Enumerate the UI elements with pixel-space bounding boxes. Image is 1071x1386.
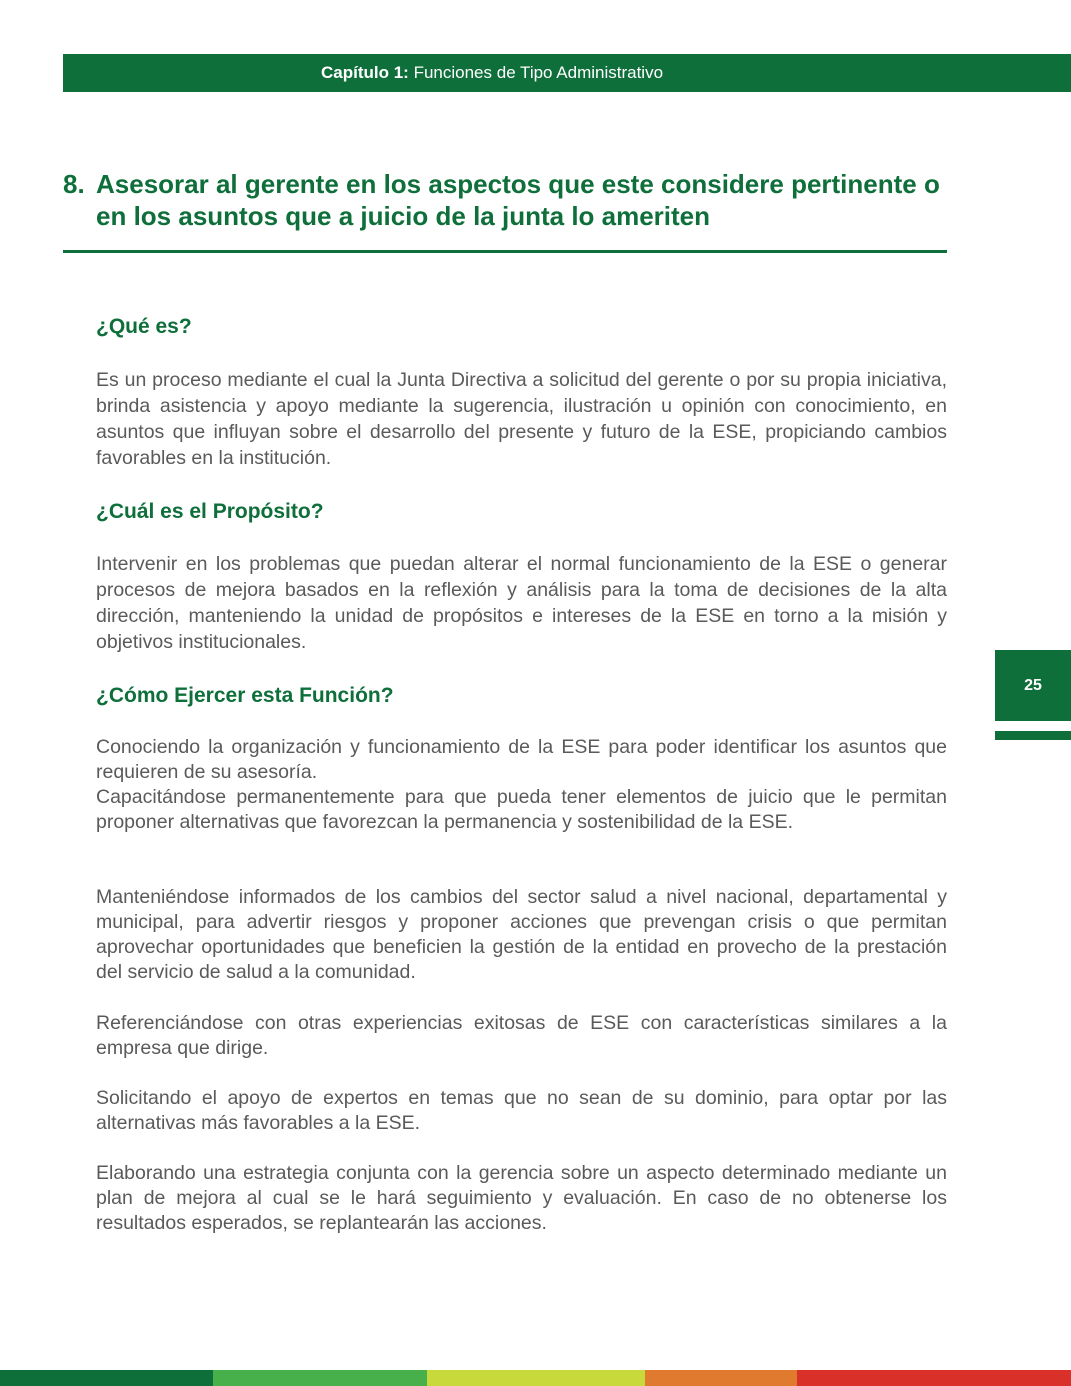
footer-segment-dark-green (0, 1370, 213, 1386)
section-title-text: Asesorar al gerente en los aspectos que este considere pertinente o en los asuntos que a juicio de la junta lo ameriten (96, 169, 940, 231)
heading-que-es: ¿Qué es? (96, 315, 192, 338)
paragraph-proposito: Intervenir en los problemas que puedan alterar el normal funcionamiento de la ESE o generar procesos de mejora basados en la reflexión y análisis para la toma de decisiones de la alta dirección, manteniendo la unidad de propósitos e intereses de la ESE en torno a la misión y objetivos institucionales. (96, 553, 947, 653)
page-number-tab (995, 650, 1071, 721)
heading-como-ejercer: ¿Cómo Ejercer esta Función? (96, 684, 394, 707)
paragraph-solicitando: Solicitando el apoyo de expertos en temas que no sean de su dominio, para optar por las alternativas más favorables a la ESE. (96, 1087, 947, 1134)
chapter-header-bar (63, 54, 1071, 92)
chapter-label: Capítulo 1: (321, 63, 409, 82)
paragraph-conociendo: Conociendo la organización y funcionamiento de la ESE para poder identificar los asuntos que requieren de su asesoría. (96, 736, 947, 783)
footer-segment-green (213, 1370, 427, 1386)
paragraph-capacitandose: Capacitándose permanentemente para que pueda tener elementos de juicio que le permitan proponer alternativas que favorezcan la permanencia y sostenibilidad de la ESE. (96, 786, 947, 833)
chapter-title: Funciones de Tipo Administrativo (413, 63, 664, 82)
section-number: 8. (63, 169, 85, 199)
paragraph-referenciandose: Referenciándose con otras experiencias exitosas de ESE con características similares a la empresa que dirige. (96, 1012, 947, 1059)
page-number: 25 (1024, 677, 1042, 694)
footer-segment-orange (645, 1370, 797, 1386)
page-tab-underline (995, 731, 1071, 740)
footer-color-strip (0, 1370, 1071, 1386)
paragraph-elaborando: Elaborando una estrategia conjunta con la gerencia sobre un aspecto determinado mediante un plan de mejora al cual se le hará seguimiento y evaluación. En caso de no obtenerse los resultados esperados, se replantearán las acciones. (96, 1162, 947, 1234)
paragraph-manteniendose: Manteniéndose informados de los cambios del sector salud a nivel nacional, departamental y municipal, para advertir riesgos y proponer acciones que prevengan crisis o que permitan aprovechar oportunidades que beneficien la gestión de la entidad en provecho de la prestación del servicio de salud a la comunidad. (96, 886, 947, 983)
heading-proposito: ¿Cuál es el Propósito? (96, 500, 324, 523)
paragraph-que-es: Es un proceso mediante el cual la Junta Directiva a solicitud del gerente o por su propia iniciativa, brinda asistencia y apoyo mediante la sugerencia, ilustración u opinión con conocimiento, en asuntos que influyan sobre el desarrollo del presente y futuro de la ESE, propiciando cambios favorables en la institución. (96, 369, 947, 469)
footer-segment-yellow-green (427, 1370, 645, 1386)
footer-segment-red (797, 1370, 1071, 1386)
title-divider (63, 250, 947, 253)
